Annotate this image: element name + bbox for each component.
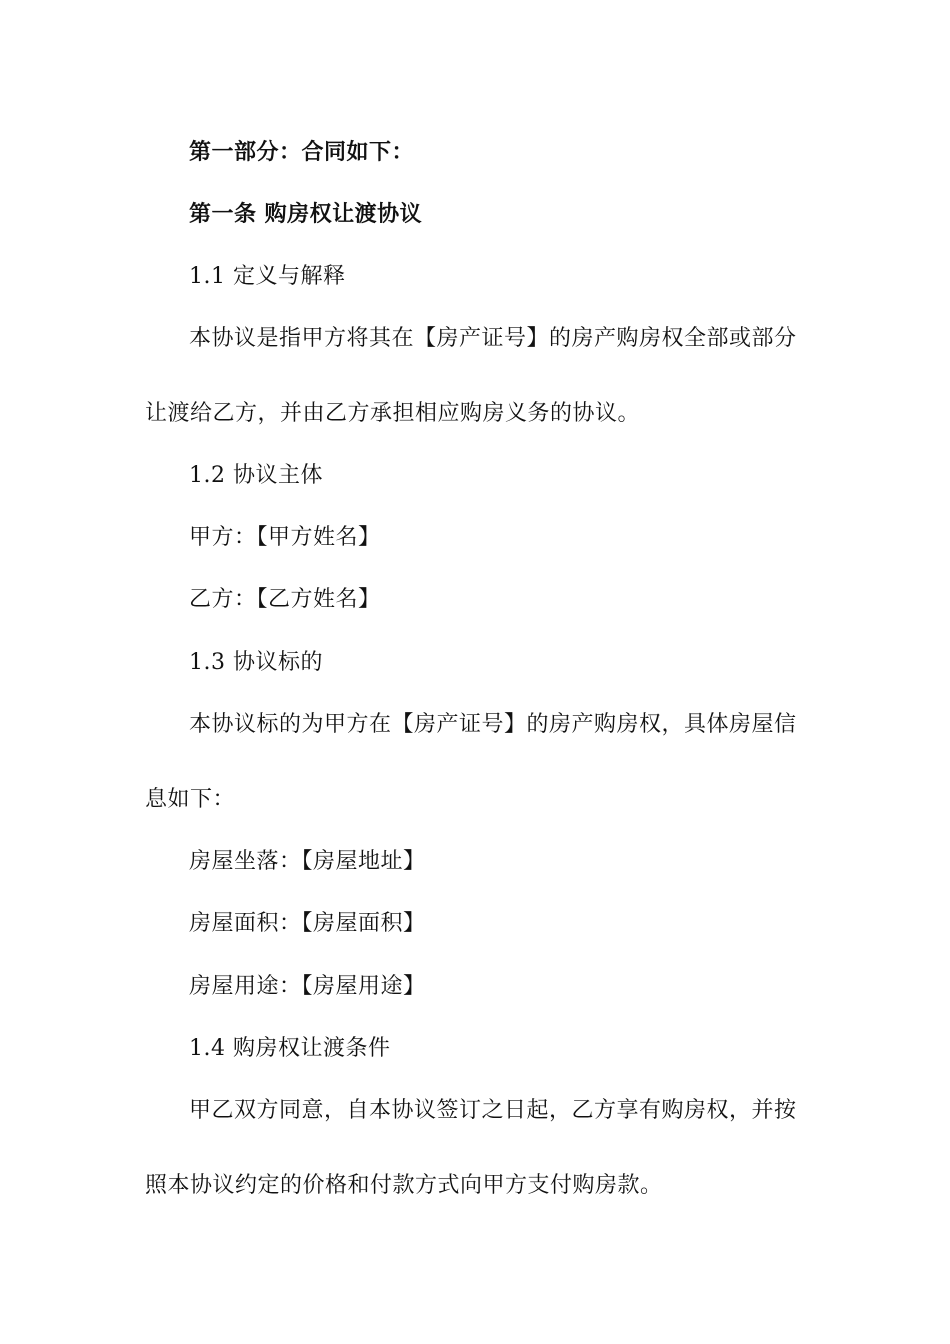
house-location-line: 房屋坐落：【房屋地址】 (189, 849, 426, 874)
party-a-line: 甲方：【甲方姓名】 (189, 525, 381, 550)
clause-1-1-paragraph-line-1: 本协议是指甲方将其在【房产证号】的房产购房权全部或部分 (189, 326, 797, 351)
clause-1-3-heading: 1.3 协议标的 (189, 650, 323, 675)
article-title: 第一条 购房权让渡协议 (189, 202, 423, 227)
house-area-line: 房屋面积：【房屋面积】 (189, 911, 426, 936)
party-b-line: 乙方：【乙方姓名】 (189, 587, 381, 612)
clause-1-2-heading: 1.2 协议主体 (189, 463, 323, 488)
clause-1-3-paragraph-line-2: 息如下： (145, 787, 236, 812)
section-title: 第一部分：合同如下： (189, 140, 415, 165)
clause-1-4-paragraph-line-2: 照本协议约定的价格和付款方式向甲方支付购房款。 (145, 1173, 663, 1198)
clause-1-1-heading: 1.1 定义与解释 (189, 264, 346, 289)
house-usage-line: 房屋用途：【房屋用途】 (189, 974, 426, 999)
clause-1-3-paragraph-line-1: 本协议标的为甲方在【房产证号】的房产购房权，具体房屋信 (189, 712, 797, 737)
clause-1-1-paragraph-line-2: 让渡给乙方，并由乙方承担相应购房义务的协议。 (145, 401, 641, 426)
clause-1-4-heading: 1.4 购房权让渡条件 (189, 1036, 391, 1061)
clause-1-4-paragraph-line-1: 甲乙双方同意，自本协议签订之日起，乙方享有购房权，并按 (189, 1098, 797, 1123)
